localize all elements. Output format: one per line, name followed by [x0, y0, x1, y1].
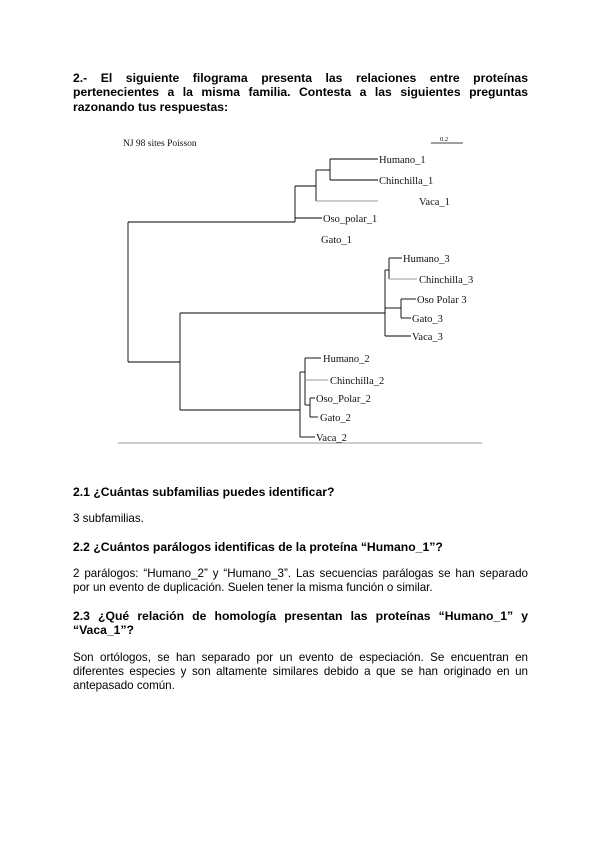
- leaf-vaca-3: Vaca_3: [412, 332, 443, 343]
- tree-title: NJ 98 sites Poisson: [123, 139, 197, 149]
- leaf-gato-3: Gato_3: [412, 314, 443, 325]
- leaf-chinchilla-2: Chinchilla_2: [330, 376, 385, 387]
- answer-2-1: 3 subfamilias.: [73, 512, 144, 525]
- leaf-chinchilla-3: Chinchilla_3: [419, 275, 474, 286]
- leaf-gato-2: Gato_2: [320, 413, 351, 424]
- scale-label: 0.2: [440, 136, 449, 143]
- leaf-humano-1: Humano_1: [379, 155, 426, 166]
- leaf-humano-3: Humano_3: [403, 254, 450, 265]
- leaf-vaca-2: Vaca_2: [316, 433, 347, 444]
- leaf-gato-1: Gato_1: [321, 235, 352, 246]
- leaf-chinchilla-1: Chinchilla_1: [379, 176, 434, 187]
- leaf-oso-polar-3: Oso Polar 3: [417, 295, 467, 306]
- question-2-2: 2.2 ¿Cuántos parálogos identificas de la proteína “Humano_1”?: [73, 540, 443, 554]
- leaf-oso-polar-2: Oso_Polar_2: [316, 394, 371, 405]
- answer-2-3: Son ortólogos, se han separado por un evento de especiación. Se encuentran en diferentes especies y son altamente similares debido a que se han originado en un antepasado común.: [73, 651, 528, 692]
- leaf-oso-polar-1: Oso_polar_1: [323, 214, 378, 225]
- answer-2-2: 2 parálogos: “Humano_2” y “Humano_3”. Las secuencias parálogas se han separado por un evento de duplicación. Suelen tener la misma función o similar.: [73, 567, 528, 594]
- leaf-humano-2: Humano_2: [323, 354, 370, 365]
- question-2-3: 2.3 ¿Qué relación de homología presentan las proteínas “Humano_1” y “Vaca_1”?: [73, 609, 528, 638]
- intro-paragraph: 2.- El siguiente filograma presenta las relaciones entre proteínas pertenecientes a la misma familia. Contesta a las siguientes preguntas razonando tus respuestas:: [73, 71, 528, 114]
- question-2-1: 2.1 ¿Cuántas subfamilias puedes identificar?: [73, 485, 335, 499]
- tree-branches: [128, 159, 417, 437]
- leaf-vaca-1: Vaca_1: [419, 197, 450, 208]
